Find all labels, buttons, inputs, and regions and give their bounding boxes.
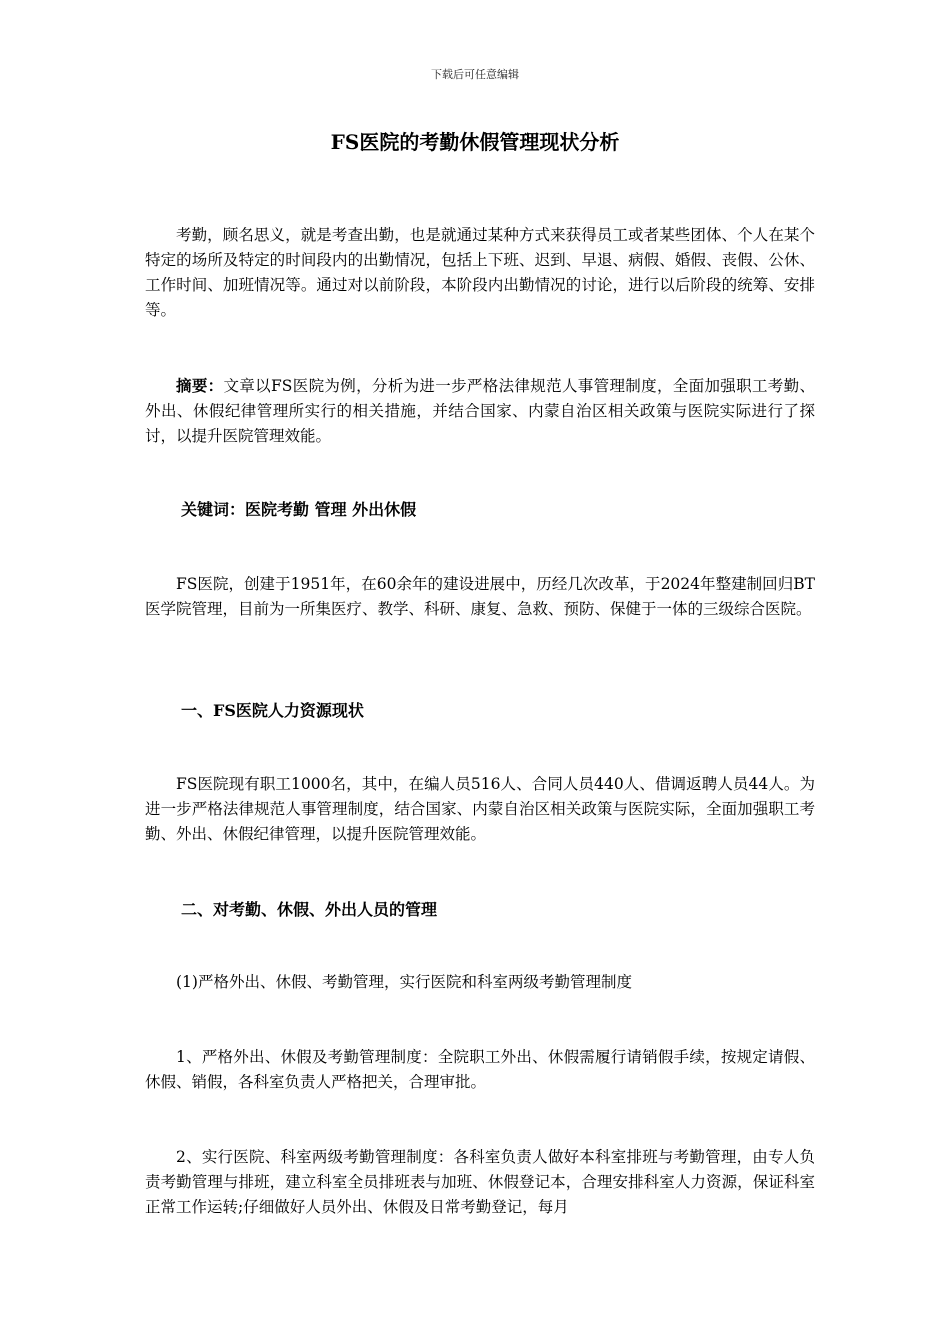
section1-paragraph: FS医院现有职工1000名，其中，在编人员516人、合同人员440人、借调返聘人员44人。为进一步严格法律规范人事管理制度，结合国家、内蒙自治区相关政策与医院实际，全面加强职工考勤、外出、休假纪律管理，以提升医院管理效能。 xyxy=(145,775,815,843)
abstract-paragraph xyxy=(145,373,815,449)
history-paragraph: FS医院，创建于1951年，在60余年的建设进展中，历经几次改革，于2024年整建制回归BT医学院管理，目前为一所集医疗、教学、科研、康复、急救、预防、保健于一体的三级综合医院。 xyxy=(145,575,815,618)
header-note: 下载后可任意编辑 xyxy=(431,68,519,81)
section1-heading: 一、FS医院人力资源现状 xyxy=(181,701,364,720)
abstract-text: 文章以FS医院为例，分析为进一步严格法律规范人事管理制度，全面加强职工考勤、外出、休假纪律管理所实行的相关措施，并结合国家、内蒙自治区相关政策与医院实际进行了探讨，以提升医院管理效能。 xyxy=(145,377,815,445)
intro-paragraph: 考勤，顾名思义，就是考查出勤，也是就通过某种方式来获得员工或者某些团体、个人在某个特定的场所及特定的时间段内的出勤情况，包括上下班、迟到、早退、病假、婚假、丧假、公休、工作时间、加班情况等。通过对以前阶段，本阶段内出勤情况的讨论，进行以后阶段的统筹、安排等。 xyxy=(145,226,815,319)
section2-heading: 二、对考勤、休假、外出人员的管理 xyxy=(181,900,438,919)
document-title: FS医院的考勤休假管理现状分析 xyxy=(330,130,620,154)
keywords-line: 关键词：医院考勤 管理 外出休假 xyxy=(181,500,417,519)
section2-subheading: (1)严格外出、休假、考勤管理，实行医院和科室两级考勤管理制度 xyxy=(176,973,632,991)
section2-item-2: 2、实行医院、科室两级考勤管理制度：各科室负责人做好本科室排班与考勤管理，由专人负责考勤管理与排班，建立科室全员排班表与加班、休假登记本，合理安排科室人力资源，保证科室正常工作运转;仔细做好人员外出、休假及日常考勤登记，每月 xyxy=(145,1148,815,1216)
section2-item-1: 1、严格外出、休假及考勤管理制度：全院职工外出、休假需履行请销假手续，按规定请假、休假、销假，各科室负责人严格把关，合理审批。 xyxy=(145,1048,815,1091)
abstract-label: 摘要： xyxy=(176,376,224,395)
